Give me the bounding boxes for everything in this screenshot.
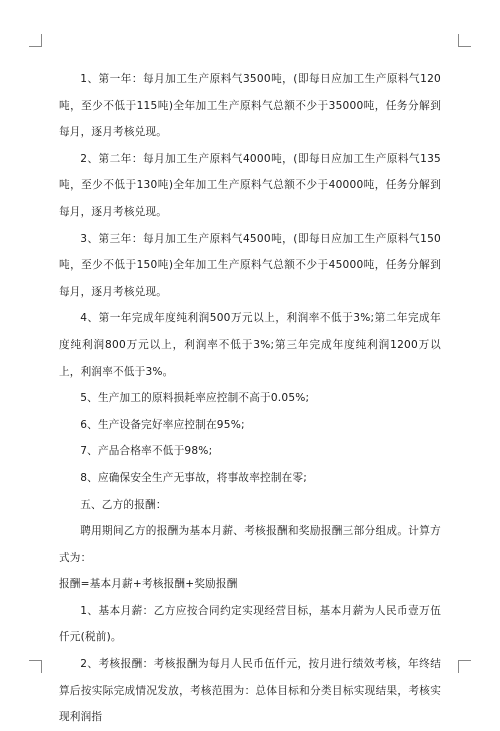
paragraph-base-salary: 1、基本月薪：乙方应按合同约定实现经营目标，基本月薪为人民币壹万伍仟元(税前)。 xyxy=(59,604,441,644)
paragraph-profit-target: 4、第一年完成年度纯利润500万元以上，利润率不低于3%;第二年完成年度纯利润800万元以上，利润率不低于3%;第三年完成年度纯利润1200万以上，利润率不低于3%。 xyxy=(59,312,441,378)
paragraph-target-year-3: 3、第三年：每月加工生产原料气4500吨，(即每日应加工生产原料气150吨，至少不低于150吨)全年加工生产原料气总额不少于45000吨，任务分解到每月，逐月考核兑现。 xyxy=(59,232,441,298)
paragraph-target-year-2: 2、第二年：每月加工生产原料气4000吨，(即每日应加工生产原料气135吨，至少不低于130吨)全年加工生产原料气总额不少于40000吨，任务分解到每月，逐月考核兑现。 xyxy=(59,152,441,218)
crop-mark-bottom-right xyxy=(458,660,471,673)
crop-mark-top-right xyxy=(458,34,471,47)
paragraph-compensation-intro: 聘用期间乙方的报酬为基本月薪、考核报酬和奖励报酬三部分组成。计算方式为： xyxy=(59,525,441,564)
section-heading-compensation: 五、乙方的报酬： xyxy=(80,498,167,511)
paragraph-safety: 8、应确保安全生产无事故，将事故率控制在零; xyxy=(80,471,308,484)
paragraph-equipment-rate: 6、生产设备完好率应控制在95%; xyxy=(80,418,245,431)
paragraph-compensation-formula: 报酬=基本月薪+考核报酬+奖励报酬 xyxy=(59,578,238,591)
paragraph-product-quality: 7、产品合格率不低于98%; xyxy=(80,445,213,458)
crop-mark-bottom-left xyxy=(29,660,42,673)
document-body xyxy=(59,66,441,731)
paragraph-loss-rate: 5、生产加工的原料损耗率应控制不高于0.05%; xyxy=(80,392,310,405)
paragraph-target-year-1: 1、第一年：每月加工生产原料气3500吨，(即每日应加工生产原料气120吨，至少不低于115吨)全年加工生产原料气总额不少于35000吨，任务分解到每月，逐月考核兑现。 xyxy=(59,73,441,139)
paragraph-assessment-pay: 2、考核报酬：考核报酬为每月人民币伍仟元，按月进行绩效考核，年终结算后按实际完成情况发放，考核范围为：总体目标和分类目标实现结果，考核实现利润指 xyxy=(59,658,441,724)
crop-mark-top-left xyxy=(29,34,42,47)
